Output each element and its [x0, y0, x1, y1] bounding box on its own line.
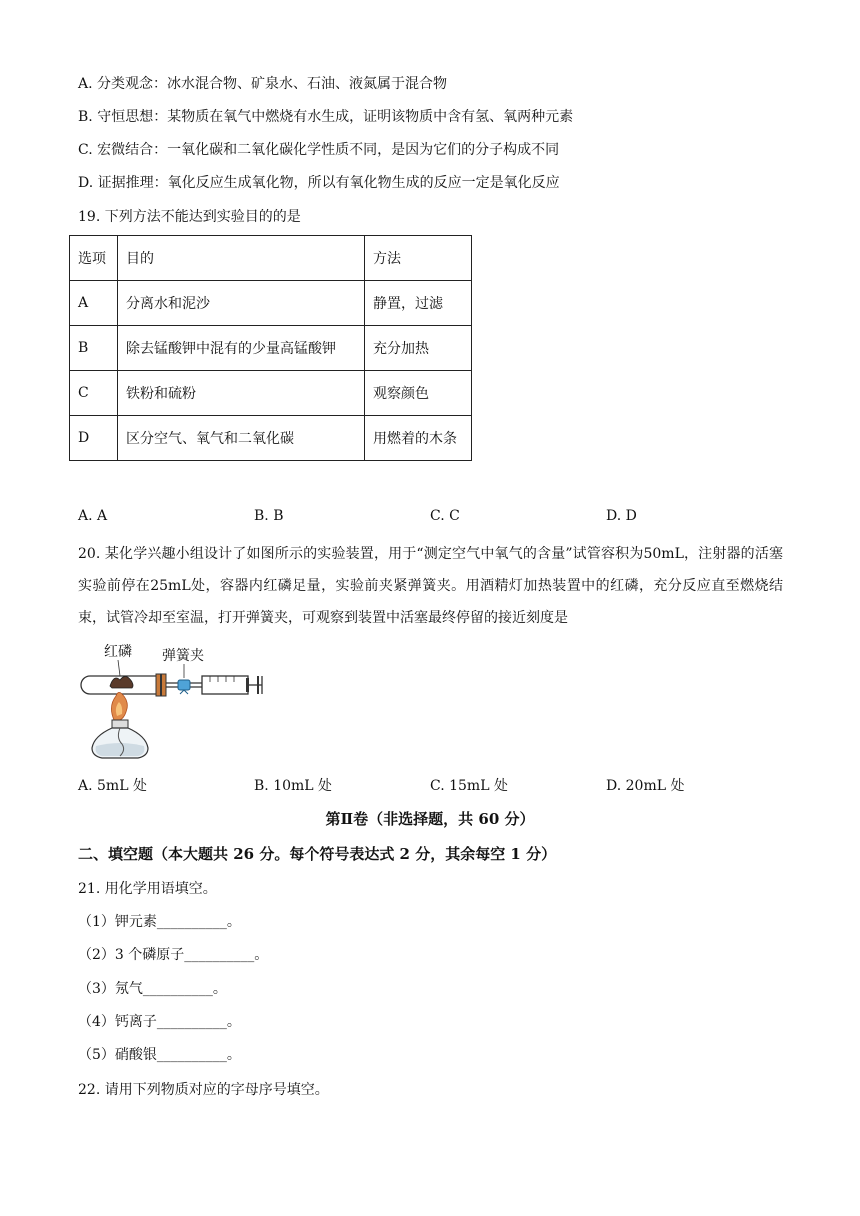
table-row: [70, 371, 472, 416]
spring-clip-label: 弹簧夹: [162, 648, 204, 664]
q18-option-a: A. 分类观念：冰水混合物、矿泉水、石油、液氮属于混合物: [78, 76, 448, 92]
q20-option-b: B. 10mL 处: [254, 778, 333, 794]
table-header-cell: 目的: [118, 236, 365, 281]
table-row: [70, 416, 472, 461]
q20-option-d: D. 20mL 处: [606, 778, 685, 794]
flame-icon: [111, 692, 127, 720]
q19-options: [78, 506, 778, 526]
red-phosphorus-label: 红磷: [104, 644, 132, 660]
q19-option-c: C. C: [430, 508, 460, 524]
q20-stem: 20. 某化学兴趣小组设计了如图所示的实验装置，用于“测定空气中氧气的含量”试管容积为50mL，注射器的活塞实验前停在25mL处，容器内红磷足量，实验前夹紧弹簧夹。用酒精灯加热装置中的红磷，充分反应直至燃烧结束，试管冷却至室温，打开弹簧夹，可观察到装置中活塞最终停留的接近刻度是: [78, 546, 783, 626]
q19-table: [69, 235, 472, 461]
q19-stem: 19. 下列方法不能达到实验目的的是: [78, 209, 301, 225]
rubber-stopper-icon: [156, 674, 166, 696]
table-row: [70, 281, 472, 326]
table-row: [70, 326, 472, 371]
spring-clip-icon: [178, 664, 190, 694]
table-cell: 区分空气、氧气和二氧化碳: [118, 416, 365, 461]
table-cell: 充分加热: [365, 326, 472, 371]
table-cell: D: [70, 416, 118, 461]
experiment-apparatus-figure: [76, 638, 276, 764]
table-cell: 分离水和泥沙: [118, 281, 365, 326]
q22-stem: 22. 请用下列物质对应的字母序号填空。: [78, 1082, 329, 1098]
table-cell: B: [70, 326, 118, 371]
q18-option-d: D. 证据推理：氧化反应生成氧化物，所以有氧化物生成的反应一定是氧化反应: [78, 175, 560, 191]
table-cell: A: [70, 281, 118, 326]
red-phosphorus-icon: [110, 660, 133, 688]
alcohol-lamp-icon: [92, 720, 148, 758]
q20-option-a: A. 5mL 处: [78, 778, 147, 794]
q20-options: [78, 776, 778, 796]
table-header-row: [70, 236, 472, 281]
syringe-icon: [202, 676, 262, 694]
q19-option-b: B. B: [254, 508, 284, 524]
q20-option-c: C. 15mL 处: [430, 778, 508, 794]
table-header-cell: 方法: [365, 236, 472, 281]
table-cell: 观察颜色: [365, 371, 472, 416]
table-cell: C: [70, 371, 118, 416]
q18-option-b: B. 守恒思想：某物质在氧气中燃烧有水生成，证明该物质中含有氢、氧两种元素: [78, 109, 574, 125]
q21-item: （1）钾元素__________。: [78, 914, 241, 930]
q19-option-d: D. D: [606, 508, 637, 524]
table-cell: 除去锰酸钾中混有的少量高锰酸钾: [118, 326, 365, 371]
q21-item: （4）钙离子__________。: [78, 1014, 241, 1030]
part2-title: 第Ⅱ卷（非选择题，共 60 分）: [325, 810, 535, 828]
q18-option-c: C. 宏微结合：一氧化碳和二氧化碳化学性质不同，是因为它们的分子构成不同: [78, 142, 560, 158]
table-header-cell: 选项: [70, 236, 118, 281]
q19-option-a: A. A: [78, 508, 108, 524]
table-cell: 铁粉和硫粉: [118, 371, 365, 416]
q21-item: （3）氖气__________。: [78, 981, 227, 997]
q21-stem: 21. 用化学用语填空。: [78, 881, 217, 897]
table-cell: 用燃着的木条: [365, 416, 472, 461]
table-cell: 静置，过滤: [365, 281, 472, 326]
q21-item: （2）3 个磷原子__________。: [78, 947, 269, 963]
q21-item: （5）硝酸银__________。: [78, 1047, 241, 1063]
section2-title: 二、填空题（本大题共 26 分。每个符号表达式 2 分，其余每空 1 分）: [78, 845, 557, 863]
